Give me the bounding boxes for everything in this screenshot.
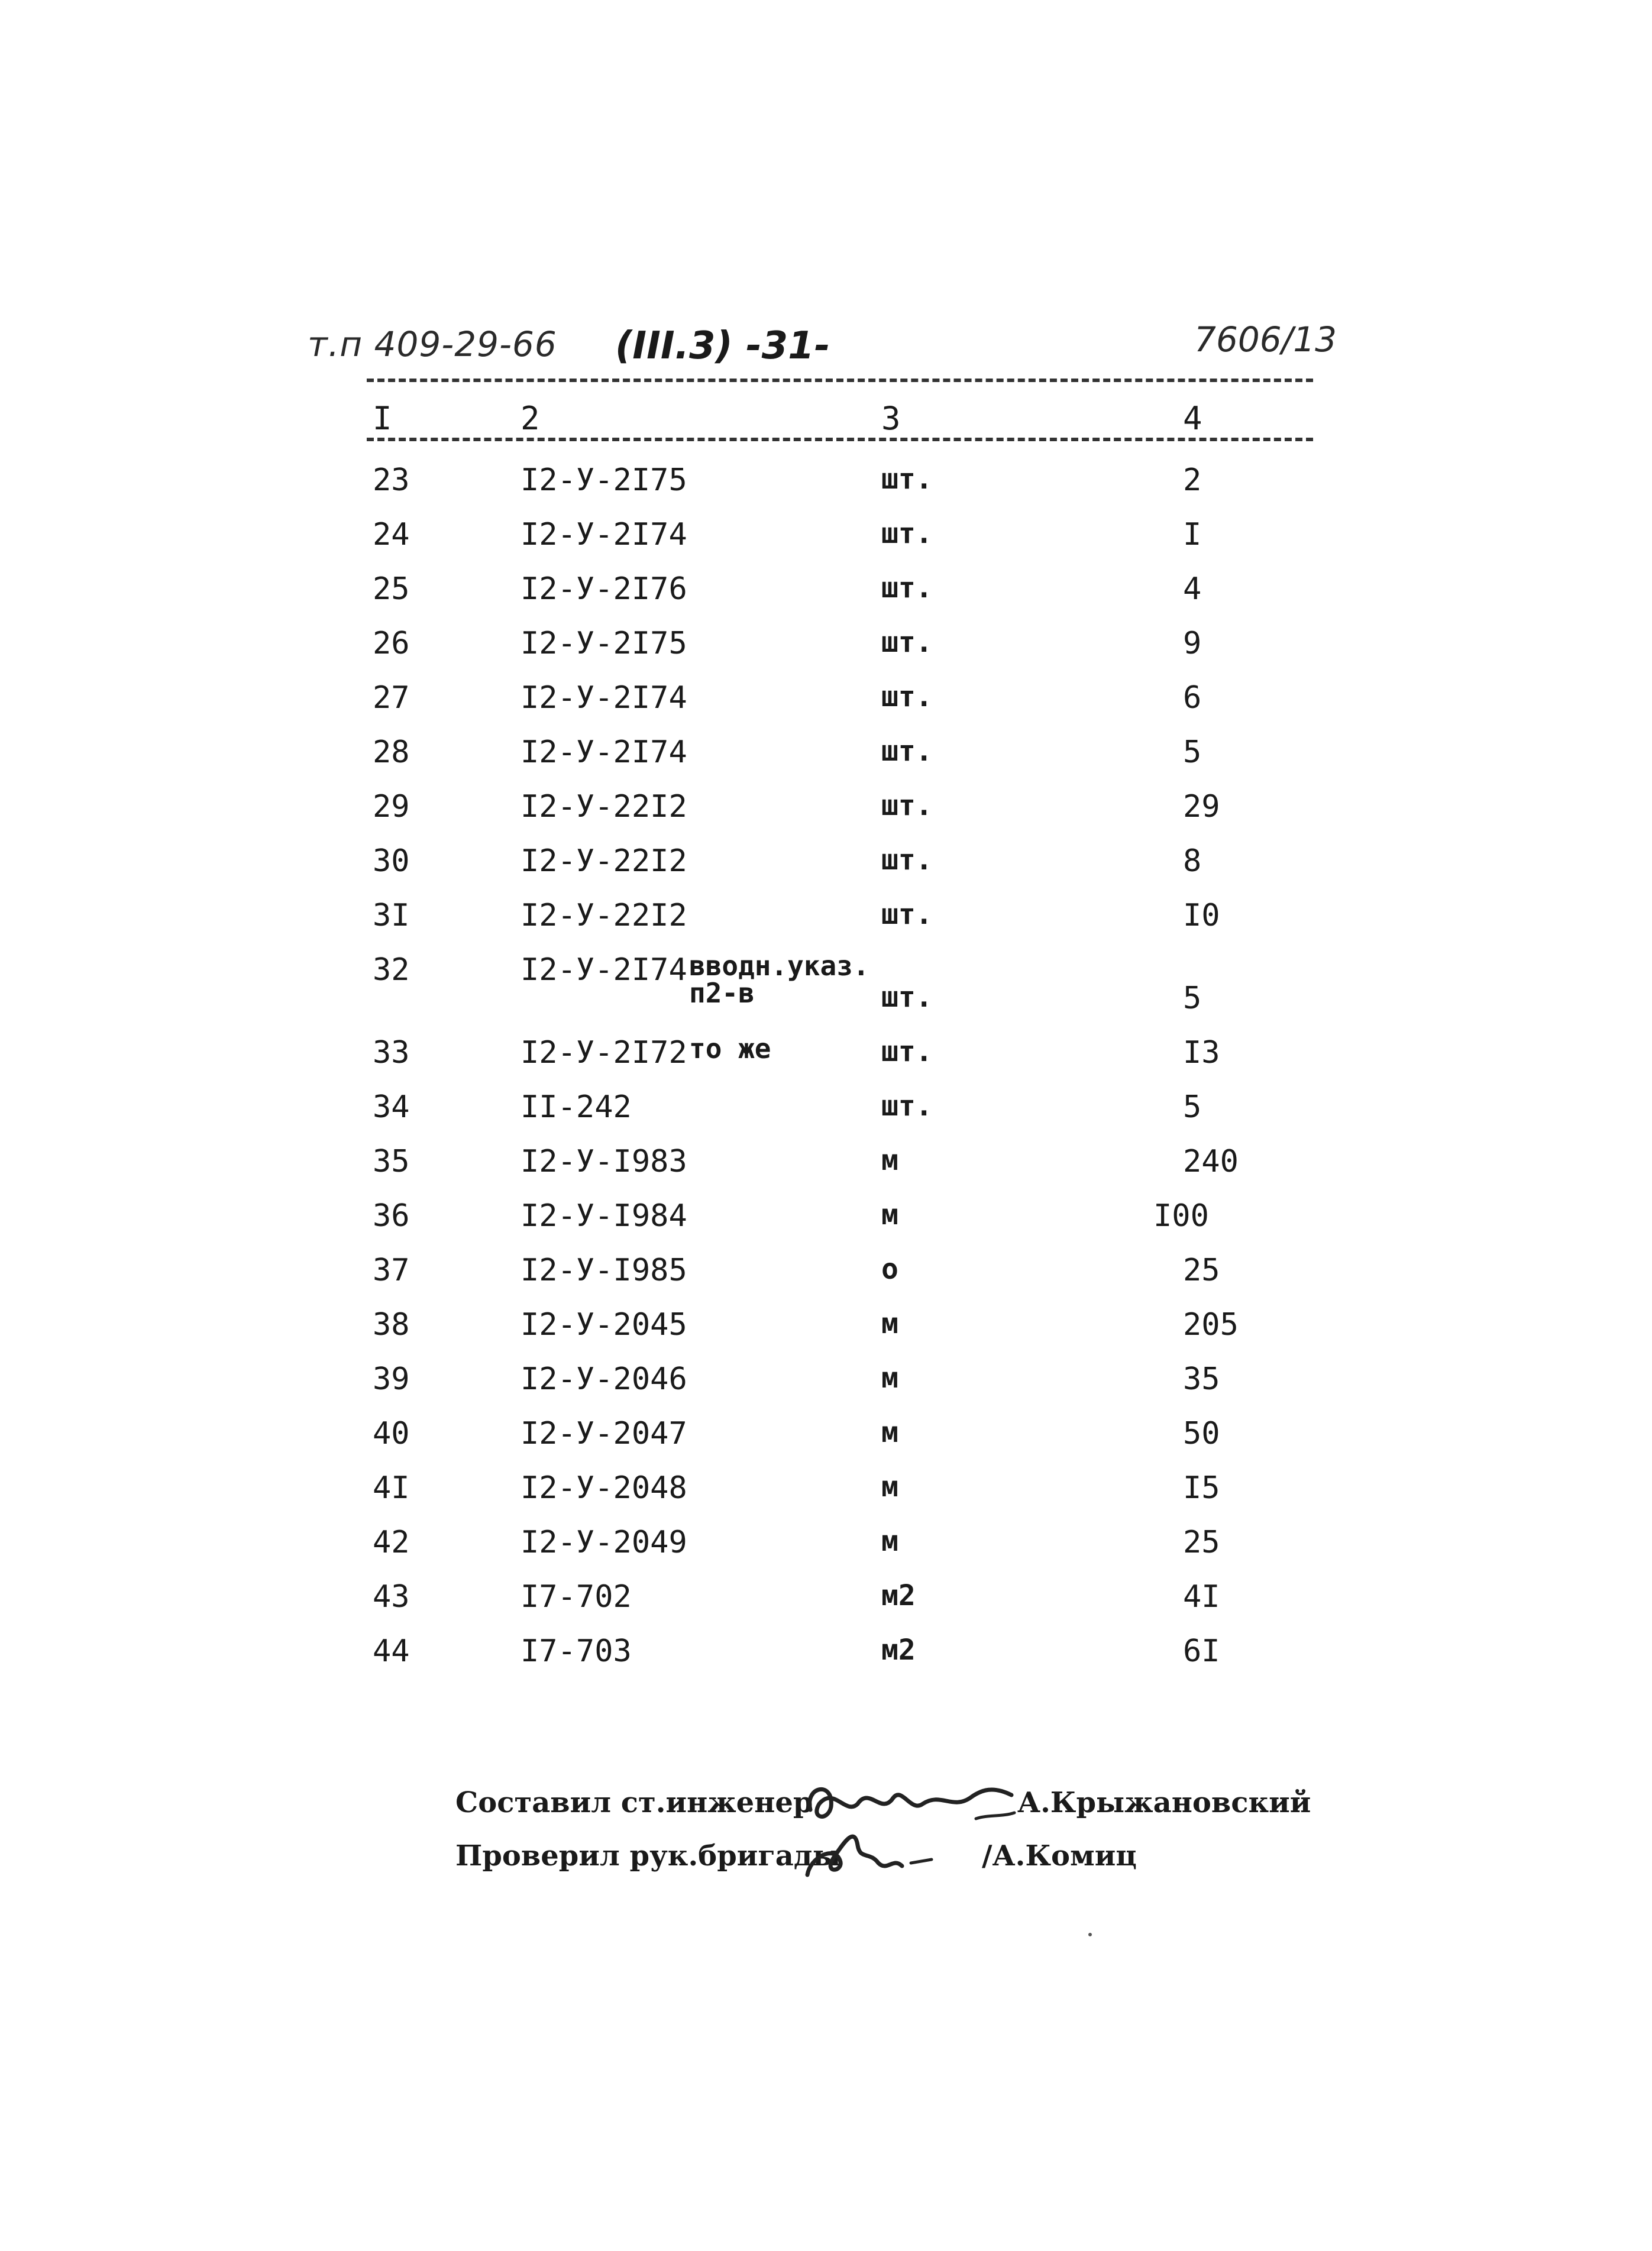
item-code: I2-У-22I2	[521, 898, 687, 933]
table-row	[0, 510, 1652, 564]
unit: м2	[881, 1634, 916, 1667]
column-header-row	[0, 400, 1652, 441]
row-number: 42	[373, 1525, 410, 1560]
quantity: 5	[1183, 981, 1202, 1016]
quantity: I3	[1183, 1035, 1220, 1070]
quantity: 5	[1183, 735, 1202, 770]
item-code: I2-У-2049	[521, 1525, 687, 1560]
unit: м	[881, 1416, 898, 1449]
quantity: 9	[1183, 626, 1202, 661]
item-code: I2-У-2I74	[521, 680, 687, 716]
row-number: 39	[373, 1361, 410, 1397]
unit: шт.	[881, 463, 933, 496]
table-row	[0, 1409, 1652, 1463]
unit: м2	[881, 1579, 916, 1612]
unit: м	[881, 1361, 898, 1395]
unit: м	[881, 1144, 898, 1177]
column-header-3: 3	[881, 400, 901, 437]
row-number: 33	[373, 1035, 410, 1070]
table-row	[0, 1028, 1652, 1082]
quantity: 6	[1183, 680, 1202, 716]
unit: м	[881, 1525, 898, 1558]
quantity: 5	[1183, 1089, 1202, 1125]
row-number: 35	[373, 1144, 410, 1179]
quantity: 4I	[1183, 1579, 1220, 1615]
item-note: то же	[689, 1033, 771, 1065]
quantity: 240	[1183, 1144, 1239, 1179]
table-row	[0, 836, 1652, 891]
row-number: 34	[373, 1089, 410, 1125]
quantity: I00	[1153, 1198, 1209, 1234]
unit: о	[881, 1253, 898, 1286]
row-number: 23	[373, 463, 410, 498]
quantity: 6I	[1183, 1634, 1220, 1669]
item-code: I2-У-2046	[521, 1361, 687, 1397]
row-number: 27	[373, 680, 410, 716]
unit: шт.	[881, 626, 933, 659]
row-number: 26	[373, 626, 410, 661]
quantity: 2	[1183, 463, 1202, 498]
checker-name: /А.Комиц	[982, 1839, 1137, 1872]
row-number: 36	[373, 1198, 410, 1234]
table-row	[0, 1354, 1652, 1409]
row-number: 24	[373, 517, 410, 552]
quantity: 35	[1183, 1361, 1220, 1397]
item-note	[689, 952, 869, 1007]
row-number: 37	[373, 1253, 410, 1288]
item-note-line-2: п2-в	[689, 977, 755, 1009]
table-row	[0, 1518, 1652, 1572]
unit: м	[881, 1470, 898, 1503]
item-code: I2-У-I983	[521, 1144, 687, 1179]
item-code: I2-У-2045	[521, 1307, 687, 1343]
scan-speck	[1088, 1933, 1092, 1936]
item-code: I2-У-2I74	[521, 735, 687, 770]
item-code: I2-У-2I72	[521, 1035, 687, 1070]
table-row	[0, 673, 1652, 727]
row-number: 32	[373, 952, 410, 988]
specification-table	[0, 455, 1652, 1681]
table-row	[0, 1300, 1652, 1354]
item-code: I2-У-I984	[521, 1198, 687, 1234]
table-row	[0, 1082, 1652, 1137]
unit: шт.	[881, 680, 933, 713]
quantity: 29	[1183, 789, 1220, 824]
checked-by-label: Проверил рук.бригады	[455, 1839, 841, 1872]
item-code: I2-У-2I76	[521, 571, 687, 607]
item-code: I2-У-2047	[521, 1416, 687, 1451]
table-row	[0, 1246, 1652, 1300]
row-number: 44	[373, 1634, 410, 1669]
header-divider	[367, 379, 1313, 382]
item-code: I2-У-2I75	[521, 626, 687, 661]
table-row	[0, 1626, 1652, 1681]
table-row	[0, 1137, 1652, 1191]
table-row	[0, 891, 1652, 945]
unit: шт.	[881, 517, 933, 550]
unit: шт.	[881, 1089, 933, 1123]
quantity: 50	[1183, 1416, 1220, 1451]
row-number: 29	[373, 789, 410, 824]
unit: шт.	[881, 571, 933, 604]
row-number: 30	[373, 843, 410, 879]
item-code: I2-У-I985	[521, 1253, 687, 1288]
quantity: I0	[1183, 898, 1220, 933]
column-header-divider	[367, 438, 1313, 441]
item-code: I2-У-22I2	[521, 843, 687, 879]
item-note-line-1: вводн.указ.	[689, 950, 869, 982]
unit: шт.	[881, 1035, 933, 1068]
row-number: 4I	[373, 1470, 410, 1506]
table-row	[0, 619, 1652, 673]
item-code: I2-У-2I74	[521, 952, 687, 988]
checked-by-row	[455, 1839, 1284, 1893]
document-code: т.п 409-29-66	[308, 324, 557, 364]
item-code: I7-703	[521, 1634, 632, 1669]
item-code: I2-У-22I2	[521, 789, 687, 824]
column-header-2: 2	[521, 400, 540, 437]
checker-signature	[798, 1816, 940, 1887]
table-row	[0, 1463, 1652, 1518]
compiled-by-label: Составил ст.инженер	[455, 1786, 813, 1819]
signature-block	[455, 1786, 1311, 1893]
unit: шт.	[881, 843, 933, 877]
quantity: I	[1183, 517, 1202, 552]
table-row	[0, 564, 1652, 619]
table-row	[0, 1191, 1652, 1246]
quantity: 25	[1183, 1253, 1220, 1288]
column-header-4: 4	[1183, 400, 1202, 437]
table-row	[0, 1572, 1652, 1626]
unit: м	[881, 1307, 898, 1340]
item-code: I2-У-2I74	[521, 517, 687, 552]
table-row	[0, 945, 1652, 1028]
item-code: I2-У-2I75	[521, 463, 687, 498]
row-number: 43	[373, 1579, 410, 1615]
row-number: 28	[373, 735, 410, 770]
quantity: 8	[1183, 843, 1202, 879]
quantity: 205	[1183, 1307, 1239, 1343]
compiler-name: А.Крыжановский	[1017, 1786, 1311, 1819]
row-number: 40	[373, 1416, 410, 1451]
table-row	[0, 727, 1652, 782]
item-code: I7-702	[521, 1579, 632, 1615]
row-number: 25	[373, 571, 410, 607]
row-number: 38	[373, 1307, 410, 1343]
item-code: I2-У-2048	[521, 1470, 687, 1506]
document-header	[308, 319, 1337, 377]
document-stamp: (III.3) -31-	[615, 324, 830, 368]
quantity: 25	[1183, 1525, 1220, 1560]
table-row	[0, 782, 1652, 836]
item-code: II-242	[521, 1089, 632, 1125]
row-number: 3I	[373, 898, 410, 933]
unit: шт.	[881, 898, 933, 931]
quantity: 4	[1183, 571, 1202, 607]
table-row	[0, 455, 1652, 510]
quantity: I5	[1183, 1470, 1220, 1506]
unit: шт.	[881, 981, 933, 1014]
column-header-1: I	[373, 400, 392, 437]
unit: шт.	[881, 735, 933, 768]
unit: шт.	[881, 789, 933, 822]
sheet-reference: 7606/13	[1194, 319, 1337, 360]
unit: м	[881, 1198, 898, 1231]
